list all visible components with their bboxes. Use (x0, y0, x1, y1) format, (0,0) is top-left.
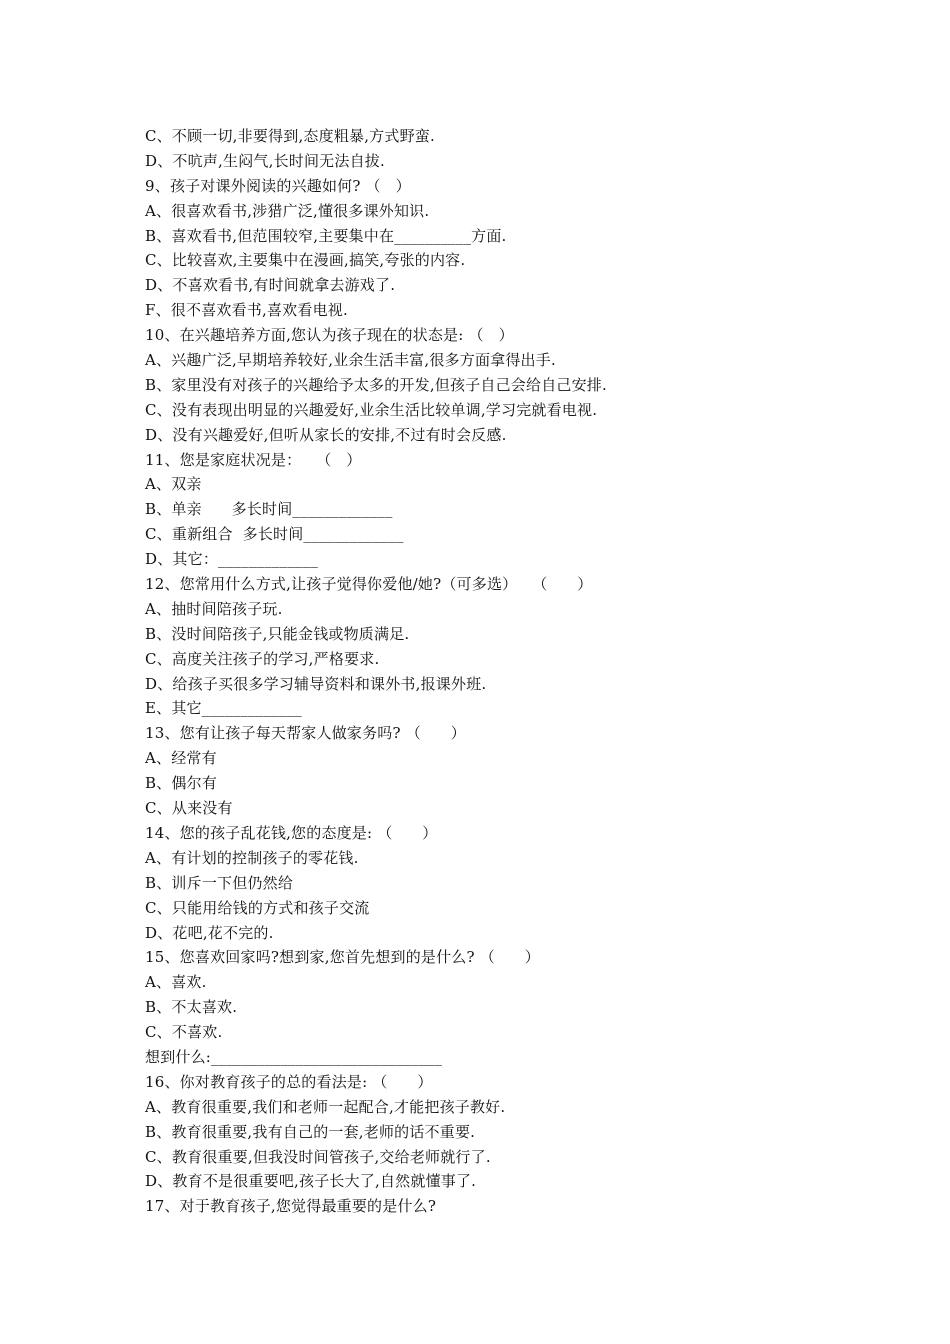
option-line: A、双亲 (145, 475, 202, 494)
option-line: C、没有表现出明显的兴趣爱好,业余生活比较单调,学习完就看电视. (145, 400, 598, 419)
option-line: C、只能用给钱的方式和孩子交流 (145, 898, 370, 917)
question-10: 10、在兴趣培养方面,您认为孩子现在的状态是: （ ） (145, 326, 514, 345)
question-14: 14、您的孩子乱花钱,您的态度是: （ ） (145, 823, 438, 842)
question-16: 16、你对教育孩子的总的看法是: （ ） (145, 1072, 433, 1091)
option-line: D、没有兴趣爱好,但听从家长的安排,不过有时会反感. (145, 425, 507, 444)
option-line: D、不喜欢看书,有时间就拿去游戏了. (145, 276, 396, 295)
option-line: B、不太喜欢. (145, 998, 238, 1017)
option-line: C、从来没有 (145, 799, 233, 818)
option-line: B、训斥一下但仍然给 (145, 873, 294, 892)
option-line: A、很喜欢看书,涉猎广泛,懂很多课外知识. (145, 201, 430, 220)
option-line: B、偶尔有 (145, 774, 218, 793)
option-line: A、喜欢. (145, 973, 207, 992)
option-line: B、喜欢看书,但范围较窄,主要集中在__________方面. (145, 226, 507, 245)
option-line: B、家里没有对孩子的兴趣给予太多的开发,但孩子自己会给自己安排. (145, 375, 607, 394)
option-line: A、有计划的控制孩子的零花钱. (145, 848, 359, 867)
option-line: C、比较喜欢,主要集中在漫画,搞笑,夸张的内容. (145, 251, 466, 270)
text-line: D、不吭声,生闷气,长时间无法自拔. (145, 151, 385, 170)
option-line: B、单亲 多长时间_____________ (145, 500, 393, 519)
question-11: 11、您是家庭状况是： （ ） (145, 450, 362, 469)
option-line: A、抽时间陪孩子玩. (145, 599, 283, 618)
option-line: A、兴趣广泛,早期培养较好,业余生活丰富,很多方面拿得出手. (145, 351, 556, 370)
option-line: A、经常有 (145, 749, 217, 768)
option-line: C、重新组合 多长时间_____________ (145, 525, 404, 544)
option-line: C、不喜欢. (145, 1023, 223, 1042)
question-13: 13、您有让孩子每天帮家人做家务吗? （ ） (145, 724, 466, 743)
document-page (145, 124, 845, 1219)
option-line: D、教育不是很重要吧,孩子长大了,自然就懂事了. (145, 1172, 477, 1191)
option-line: A、教育很重要,我们和老师一起配合,才能把孩子教好. (145, 1097, 506, 1116)
text-line: C、不顾一切,非要得到,态度粗暴,方式野蛮. (145, 127, 435, 145)
option-line: B、没时间陪孩子,只能金钱或物质满足. (145, 624, 410, 643)
question-9: 9、孩子对课外阅读的兴趣如何? （ ） (145, 176, 411, 195)
option-line: D、给孩子买很多学习辅导资料和课外书,报课外班. (145, 674, 487, 693)
option-line: C、高度关注孩子的学习,严格要求. (145, 649, 380, 668)
option-line: D、其它：_____________ (145, 550, 319, 569)
question-12: 12、您常用什么方式,让孩子觉得你爱他/她?（可多选） （ ） (145, 575, 593, 594)
option-line: E、其它_____________ (145, 699, 302, 718)
question-15: 15、您喜欢回家吗?想到家,您首先想到的是什么? （ ） (145, 948, 540, 967)
option-line: D、花吧,花不完的. (145, 923, 274, 942)
question-17: 17、对于教育孩子,您觉得最重要的是什么? (145, 1197, 437, 1216)
option-line: F、很不喜欢看书,喜欢看电视. (145, 301, 348, 320)
option-line: C、教育很重要,但我没时间管孩子,交给老师就行了. (145, 1147, 491, 1166)
option-line: B、教育很重要,我有自己的一套,老师的话不重要. (145, 1122, 476, 1141)
fill-in-line: 想到什么:______________________________ (145, 1047, 443, 1066)
